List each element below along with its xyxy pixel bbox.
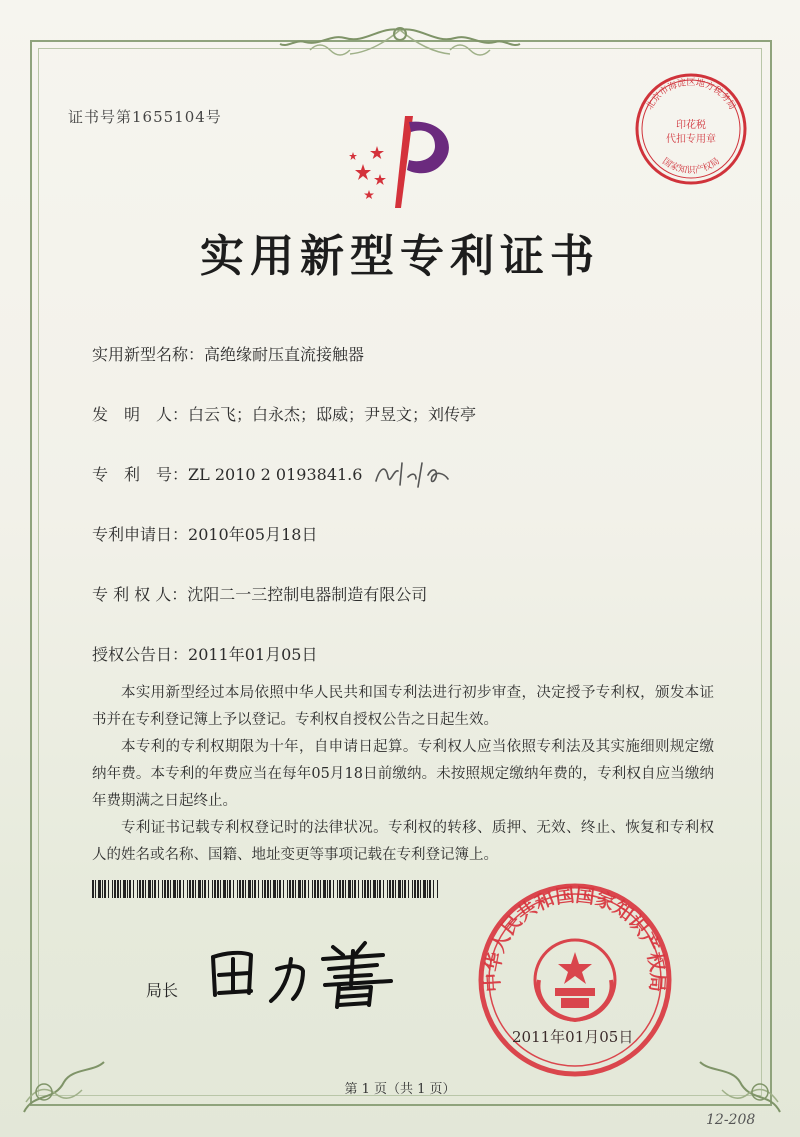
field-patent-number <box>92 462 362 485</box>
barcode-bar <box>379 880 381 898</box>
barcode-bar <box>192 880 194 898</box>
barcode-bar <box>389 880 391 898</box>
national-emblem-icon <box>535 940 615 1020</box>
barcode-bar <box>352 880 353 898</box>
barcode-bar <box>258 880 259 898</box>
barcode-bar <box>387 880 388 898</box>
barcode-bar <box>414 880 416 898</box>
corner-handwritten-number: 12-208 <box>706 1112 756 1128</box>
barcode-bar <box>239 880 241 898</box>
barcode-bar <box>327 880 328 898</box>
barcode-bar <box>148 880 151 898</box>
field-patentee <box>92 582 427 605</box>
barcode-bar <box>229 880 231 898</box>
barcode-bar <box>162 880 163 898</box>
barcode-bar <box>108 880 109 898</box>
barcode-bar <box>317 880 319 898</box>
barcode-bar <box>154 880 156 898</box>
grant-date-label: 授权公告日： <box>92 645 189 664</box>
barcode-bar <box>329 880 331 898</box>
certificate-number: 证书号第1655104号 <box>68 108 222 126</box>
body-text <box>92 680 714 869</box>
barcode-bar <box>367 880 369 898</box>
barcode-bar <box>423 880 426 898</box>
barcode <box>92 880 440 898</box>
barcode-bar <box>92 880 94 898</box>
barcode-bar <box>373 880 376 898</box>
director-signature <box>205 925 405 1010</box>
barcode-bar <box>242 880 244 898</box>
barcode-bar <box>217 880 219 898</box>
barcode-bar <box>429 880 431 898</box>
barcode-bar <box>127 880 128 898</box>
barcode-bar <box>304 880 306 898</box>
barcode-bar <box>208 880 209 898</box>
barcode-bar <box>333 880 334 898</box>
barcode-bar <box>112 880 113 898</box>
field-filing-date <box>92 522 317 545</box>
field-grant-date <box>92 642 317 665</box>
barcode-bar <box>237 880 238 898</box>
barcode-bar <box>120 880 121 898</box>
patent-number-value: ZL 2010 2 0193841.6 <box>188 465 363 484</box>
barcode-bar <box>302 880 303 898</box>
seal-ring-text: 中华人民共和国国家知识产权局 <box>481 884 669 993</box>
barcode-bar <box>195 880 196 898</box>
barcode-bar <box>398 880 401 898</box>
top-ornament <box>270 24 530 64</box>
seal-date: 2011年01月05日 <box>512 1028 634 1046</box>
paragraph-term: 本专利的专利权期限为十年，自申请日起算。专利权人应当依照专利法及其实施细则规定缴纳年费。本专利的年费应当在每年05月18日前缴纳。未按照规定缴纳年费的，专利权自应当缴纳年费期满之日起终止。 <box>92 739 714 809</box>
paragraph-legal-status: 专利证书记载专利权登记时的法律状况。专利权的转移、质押、无效、终止、恢复和专利权人的姓名或名称、国籍、地址变更等事项记载在专利登记簿上。 <box>92 820 714 863</box>
barcode-bar <box>289 880 291 898</box>
barcode-bar <box>145 880 146 898</box>
barcode-bar <box>189 880 191 898</box>
stamp-tax-seal <box>632 70 750 188</box>
barcode-bar <box>233 880 234 898</box>
barcode-bar <box>320 880 321 898</box>
stamp-tax-ring-text: 北京市海淀区地方税务局 <box>645 78 737 112</box>
barcode-bar <box>348 880 351 898</box>
barcode-bar <box>264 880 266 898</box>
patentee-value: 沈阳二一三控制电器制造有限公司 <box>187 585 428 604</box>
svg-text:中华人民共和国国家知识产权局 <box>481 884 670 992</box>
barcode-bar <box>292 880 294 898</box>
barcode-bar <box>204 880 206 898</box>
barcode-bar <box>339 880 341 898</box>
grant-date-value: 2011年01月05日 <box>188 645 318 664</box>
handwritten-note <box>372 457 452 491</box>
barcode-bar <box>417 880 419 898</box>
director-label: 局长 <box>146 981 179 1000</box>
filing-date-label: 专利申请日： <box>92 525 189 544</box>
sipo-emblem-icon <box>335 108 465 218</box>
barcode-bar <box>142 880 144 898</box>
barcode-bar <box>177 880 178 898</box>
barcode-bar <box>187 880 188 898</box>
barcode-bar <box>129 880 131 898</box>
inventor-label: 发 明 人： <box>92 405 189 424</box>
barcode-bar <box>170 880 171 898</box>
barcode-bar <box>437 880 438 898</box>
barcode-bar <box>298 880 301 898</box>
barcode-bar <box>198 880 201 898</box>
barcode-bar <box>267 880 269 898</box>
barcode-bar <box>392 880 394 898</box>
barcode-bar <box>137 880 138 898</box>
barcode-bar <box>308 880 309 898</box>
barcode-bar <box>323 880 326 898</box>
barcode-bar <box>183 880 184 898</box>
barcode-bar <box>420 880 421 898</box>
barcode-bar <box>433 880 434 898</box>
paragraph-grant: 本实用新型经过本局依照中华人民共和国专利法进行初步审查，决定授予专利权，颁发本证书并在专利登记簿上予以登记。专利权自授权公告之日起生效。 <box>92 685 714 728</box>
barcode-bar <box>114 880 116 898</box>
barcode-bar <box>270 880 271 898</box>
name-label: 实用新型名称： <box>92 345 205 364</box>
barcode-bar <box>287 880 288 898</box>
barcode-bar <box>427 880 428 898</box>
barcode-bar <box>402 880 403 898</box>
barcode-bar <box>404 880 406 898</box>
barcode-bar <box>173 880 176 898</box>
barcode-bar <box>362 880 363 898</box>
barcode-bar <box>254 880 256 898</box>
barcode-bar <box>214 880 216 898</box>
barcode-bar <box>104 880 106 898</box>
stamp-tax-center-1: 印花税 <box>676 120 706 131</box>
field-inventor <box>92 402 476 425</box>
barcode-bar <box>167 880 169 898</box>
barcode-bar <box>370 880 371 898</box>
barcode-bar <box>358 880 359 898</box>
barcode-bar <box>252 880 253 898</box>
barcode-bar <box>312 880 313 898</box>
barcode-bar <box>164 880 166 898</box>
page-indicator: 第 1 页（共 1 页） <box>344 1082 456 1097</box>
barcode-bar <box>220 880 221 898</box>
barcode-bar <box>158 880 159 898</box>
barcode-bar <box>133 880 134 898</box>
barcode-bar <box>212 880 213 898</box>
patent-number-label: 专 利 号： <box>92 465 189 484</box>
barcode-bar <box>202 880 203 898</box>
barcode-bar <box>295 880 296 898</box>
barcode-bar <box>117 880 119 898</box>
barcode-bar <box>95 880 96 898</box>
barcode-bar <box>139 880 141 898</box>
svg-text:北京市海淀区地方税务局 <box>643 76 738 111</box>
barcode-bar <box>102 880 103 898</box>
certificate-title: 实用新型专利证书 <box>200 231 600 282</box>
barcode-bar <box>283 880 284 898</box>
barcode-bar <box>412 880 413 898</box>
barcode-bar <box>377 880 378 898</box>
barcode-bar <box>277 880 278 898</box>
field-utility-model-name <box>92 342 364 365</box>
barcode-bar <box>408 880 409 898</box>
barcode-bar <box>223 880 226 898</box>
barcode-bar <box>262 880 263 898</box>
barcode-bar <box>342 880 344 898</box>
barcode-bar <box>279 880 281 898</box>
name-value: 高绝缘耐压直流接触器 <box>204 345 365 364</box>
sipo-official-seal <box>475 880 675 1080</box>
patentee-label: 专 利 权 人： <box>92 585 188 604</box>
stamp-tax-center-2: 代扣专用章 <box>666 134 716 145</box>
barcode-bar <box>273 880 276 898</box>
filing-date-value: 2010年05月18日 <box>188 525 318 544</box>
barcode-bar <box>337 880 338 898</box>
barcode-bar <box>383 880 384 898</box>
barcode-bar <box>123 880 126 898</box>
barcode-bar <box>314 880 316 898</box>
stamp-tax-bottom-text: 国家知识产权局 <box>660 156 722 176</box>
barcode-bar <box>245 880 246 898</box>
barcode-bar <box>98 880 101 898</box>
inventor-value: 白云飞；白永杰；邸威；尹昱文；刘传亭 <box>188 405 477 424</box>
barcode-bar <box>364 880 366 898</box>
barcode-bar <box>395 880 396 898</box>
barcode-bar <box>345 880 346 898</box>
barcode-bar <box>248 880 251 898</box>
barcode-bar <box>152 880 153 898</box>
barcode-bar <box>179 880 181 898</box>
barcode-bar <box>227 880 228 898</box>
barcode-bar <box>354 880 356 898</box>
